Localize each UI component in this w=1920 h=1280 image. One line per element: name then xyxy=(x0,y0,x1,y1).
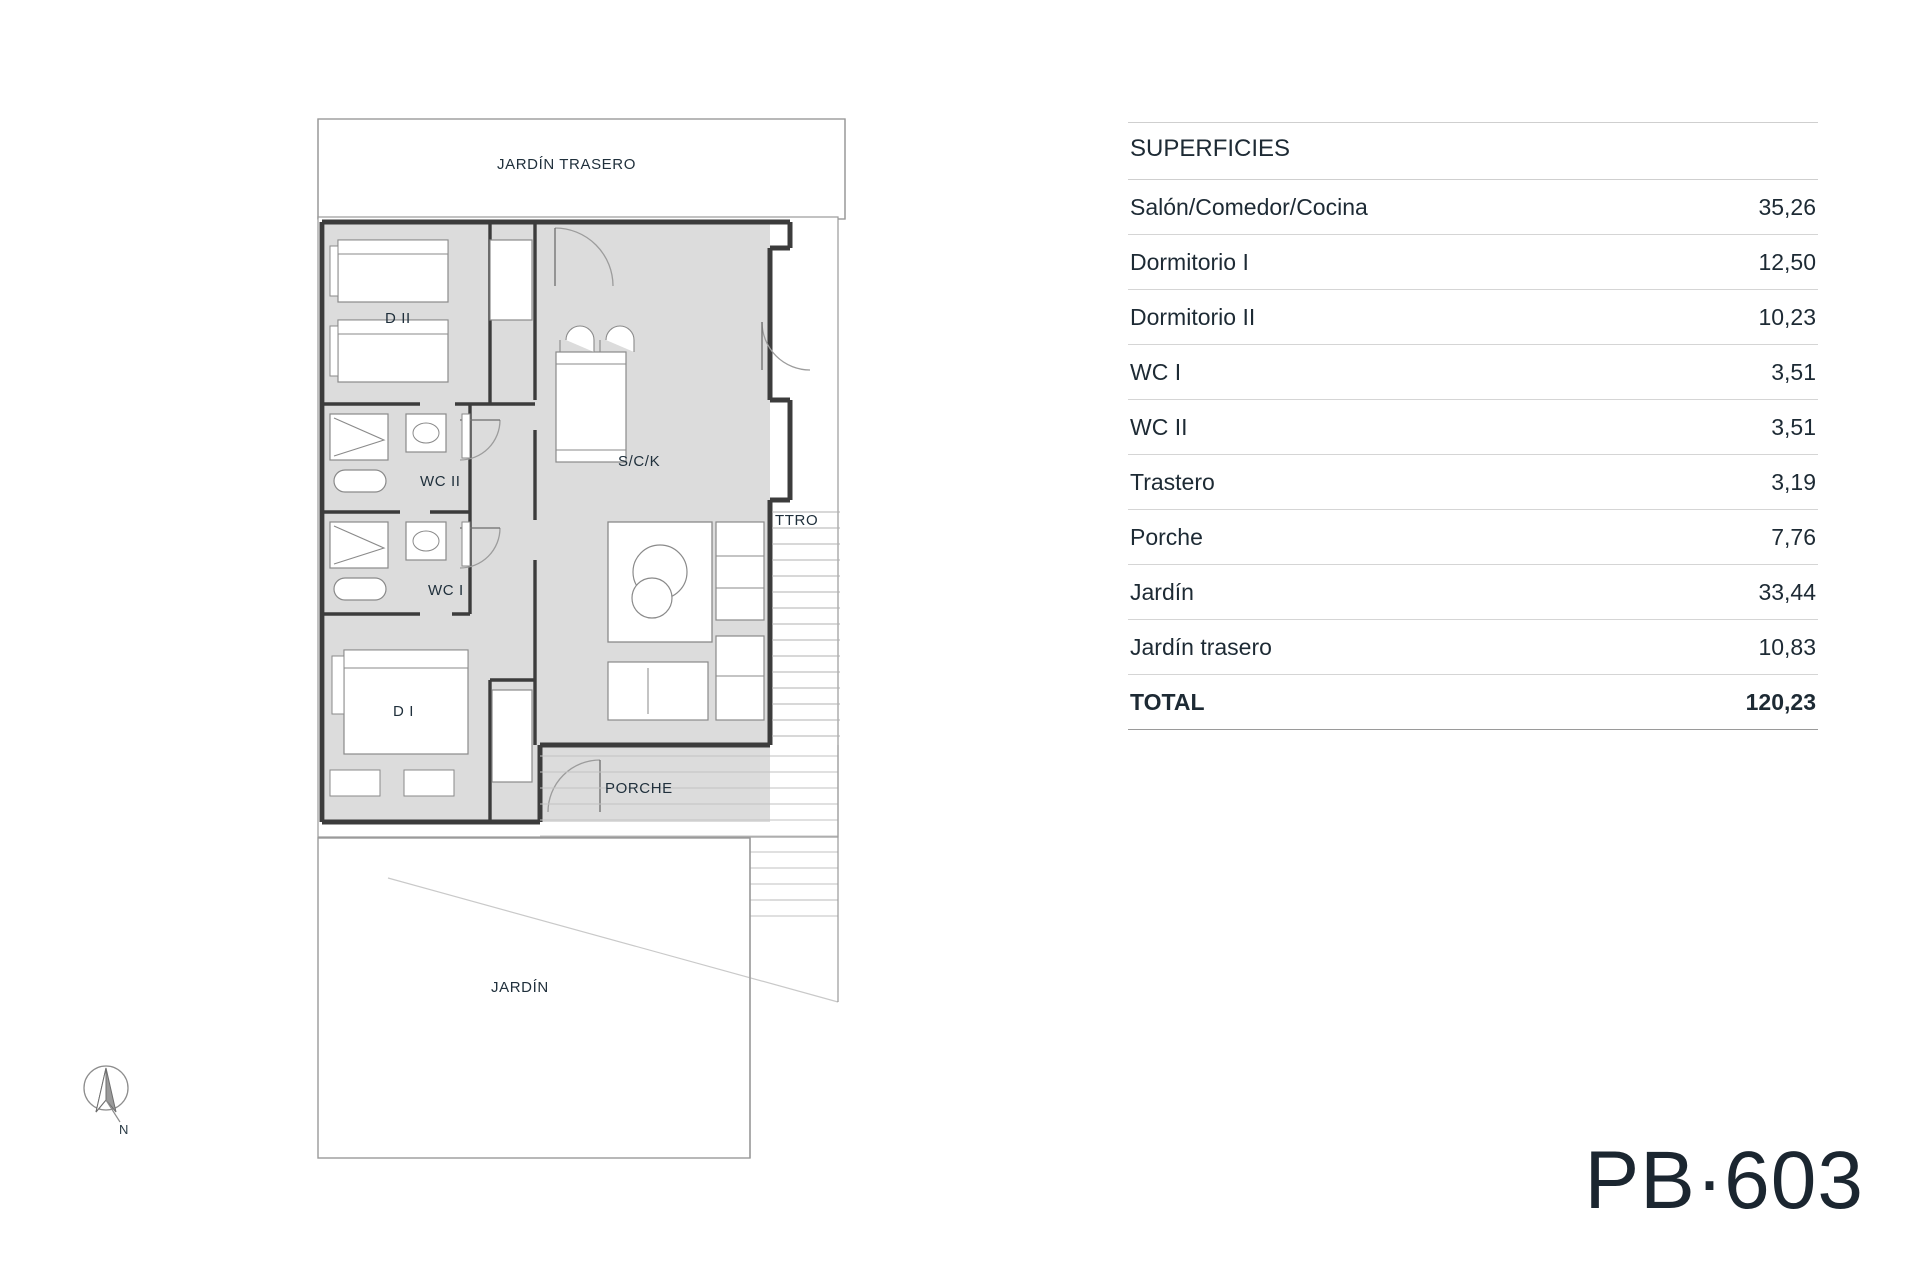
surface-value: 7,76 xyxy=(1771,524,1816,550)
table-row xyxy=(1128,235,1818,290)
surface-value: 3,51 xyxy=(1771,359,1816,385)
label-bedroom-2: D II xyxy=(385,310,411,327)
surface-name: Dormitorio II xyxy=(1130,304,1256,330)
surface-value: 10,23 xyxy=(1758,304,1816,330)
table-row xyxy=(1128,290,1818,345)
surface-value: 3,19 xyxy=(1771,469,1816,495)
surface-name: Dormitorio I xyxy=(1130,249,1249,275)
table-row xyxy=(1128,510,1818,565)
surface-name: WC I xyxy=(1130,359,1182,385)
surface-name: Jardín trasero xyxy=(1130,634,1272,660)
label-rear-garden: JARDÍN TRASERO xyxy=(497,156,636,173)
total-label: TOTAL xyxy=(1130,689,1205,715)
surface-name: Trastero xyxy=(1130,469,1215,495)
table-row xyxy=(1128,455,1818,510)
table-row xyxy=(1128,620,1818,675)
north-letter: N xyxy=(119,1122,129,1137)
label-bathroom-1: WC I xyxy=(428,582,464,599)
label-storage: TTRO xyxy=(775,512,819,529)
label-garden: JARDÍN xyxy=(491,979,549,996)
table-row xyxy=(1128,400,1818,455)
surface-value: 12,50 xyxy=(1758,249,1816,275)
surface-name: Salón/Comedor/Cocina xyxy=(1130,194,1368,220)
surface-value: 35,26 xyxy=(1758,194,1816,220)
table-row xyxy=(1128,180,1818,235)
surfaces-table xyxy=(1128,122,1818,730)
surface-name: WC II xyxy=(1130,414,1188,440)
table-row xyxy=(1128,345,1818,400)
surface-name: Jardín xyxy=(1130,579,1194,605)
north-arrow xyxy=(76,1060,146,1150)
surface-name: Porche xyxy=(1130,524,1203,550)
label-bedroom-1: D I xyxy=(393,703,414,720)
table-row xyxy=(1128,565,1818,620)
label-living-kitchen: S/C/K xyxy=(618,453,661,470)
surfaces-title: SUPERFICIES xyxy=(1128,122,1818,180)
surface-value: 3,51 xyxy=(1771,414,1816,440)
garden-outline xyxy=(318,838,838,1158)
table-row-total xyxy=(1128,675,1818,730)
total-value: 120,23 xyxy=(1745,689,1816,715)
label-porch: PORCHE xyxy=(605,780,673,797)
label-bathroom-2: WC II xyxy=(420,473,461,490)
plan-code: PB·603 xyxy=(1584,1135,1864,1226)
surface-value: 10,83 xyxy=(1758,634,1816,660)
surface-value: 33,44 xyxy=(1758,579,1816,605)
